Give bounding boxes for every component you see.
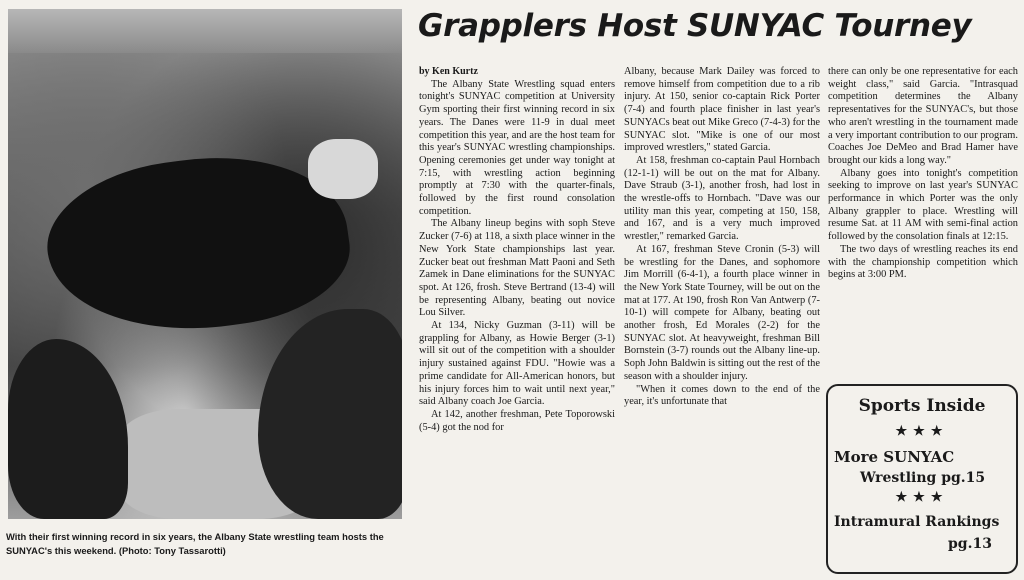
paragraph: Albany, because Mark Dailey was forced to remove himself from competition due to a rib injury. At 150, senior co-captain Rick Porter (7-4) and fourth place finisher in last year's SUNYACs beat out Mike Greco (7-4-3) for the SUNYAC slot. "Mike is one of our most improved wrestlers," stated Garcia. (624, 66, 820, 154)
paragraph: At 158, freshman co-captain Paul Hornbach (12-1-1) will be out on the mat for Albany. Dave Straub (3-1), another frosh, had lost in the wrestle-offs to Hornbach. "Dave was our utility man this year, competing at 150, 158, and 167, and is a very much improved wrestler," remarked Garcia. (624, 154, 820, 243)
intramural-rankings-label: Intramural Rankings (834, 514, 1000, 530)
paragraph: At 134, Nicky Guzman (3-11) will be grappling for Albany, as Howie Berger (3-1) will sit out of the competition with a shoulder injury sustained against FDU. "Howie was a prime candidate for All-American honors, but his injury forces him to wait until next year," said Albany coach Joe Garcia. (419, 320, 615, 408)
paragraph: "When it comes down to the end of the year, it's unfortunate that (624, 383, 820, 408)
paragraph: The Albany State Wrestling squad enters tonight's SUNYAC competition at University Gym sporting their first winning record in six years. The Danes were 11-9 in dual meet competition this year, and are the host team for this year's SUNYAC wrestling championships. Opening ceremonies get under way tonight at 7:15, with wrestling action beginning promptly at 7:30 with the quarter-finals, followed by the first round consolation competition. (419, 78, 615, 217)
paragraph: At 167, freshman Steve Cronin (5-3) will be wrestling for the Danes, and sophomore Jim Morrill (6-4-1), a fourth place winner in the New York State Tourney, will be out on the mat at 177. At 190, frosh Ron Van Antwerp (7-10-1) will compete for Albany, beating out another frosh, Ed Morales (2-2) for the SUNYAC slot. At heavyweight, freshman Bill Bornstein (3-7) rounds out the Albany line-up. Soph John Baldwin is sitting out the rest of the season with a shoulder injury. (624, 243, 820, 382)
paragraph: there can only be one representative for each weight class," said Garcia. "Intrasquad competition determines the Albany representatives for the SUNYAC's, but those who aren't wrestling in the tournament made a very important contribution to our program. Coaches Joe DeMeo and Brad Hamer have brought our kids a long way." (828, 66, 1018, 166)
article-column-1 (419, 66, 615, 434)
paragraph: Albany goes into tonight's competition seeking to improve on last year's SUNYAC performance in which Porter was the only Albany grappler to place. Wrestling will resume Sat. at 11 AM with semi-final action followed by the consolation finals at 12:15. (828, 167, 1018, 243)
article-column-3 (828, 66, 1018, 282)
paragraph: The two days of wrestling reaches its end with the championship competition which begins at 3:00 PM. (828, 243, 1018, 281)
more-sunyac-label: More SUNYAC (834, 448, 955, 466)
paragraph: The Albany lineup begins with soph Steve Zucker (7-6) at 118, a sixth place winner in the New York State championships last year. Zucker beat out freshman Matt Paoni and Seth Zamek in Dane eliminations for the SUNYAC spot. At 126, frosh. Steve Bertrand (13-4) will be representing Albany, beating out novice Lou Silver. (419, 218, 615, 319)
paragraph: At 142, another freshman, Pete Toporowski (5-4) got the nod for (419, 408, 615, 433)
byline: by Ken Kurtz (419, 66, 478, 77)
headline: Grapplers Host SUNYAC Tourney (418, 8, 972, 44)
photo-caption: With their first winning record in six years, the Albany State wrestling team hosts the SUNYAC's this weekend. (Photo: Tony Tassarotti) (6, 531, 384, 556)
sports-inside-title: Sports Inside (858, 396, 986, 416)
star-divider: ★★★ (895, 490, 949, 505)
sports-inside-box (826, 384, 1018, 574)
star-divider: ★★★ (895, 424, 949, 439)
article-column-2 (624, 66, 820, 409)
wrestling-photo (8, 9, 402, 519)
wrestling-page-label: Wrestling pg.15 (860, 470, 986, 486)
rankings-page-label: pg.13 (948, 536, 992, 552)
